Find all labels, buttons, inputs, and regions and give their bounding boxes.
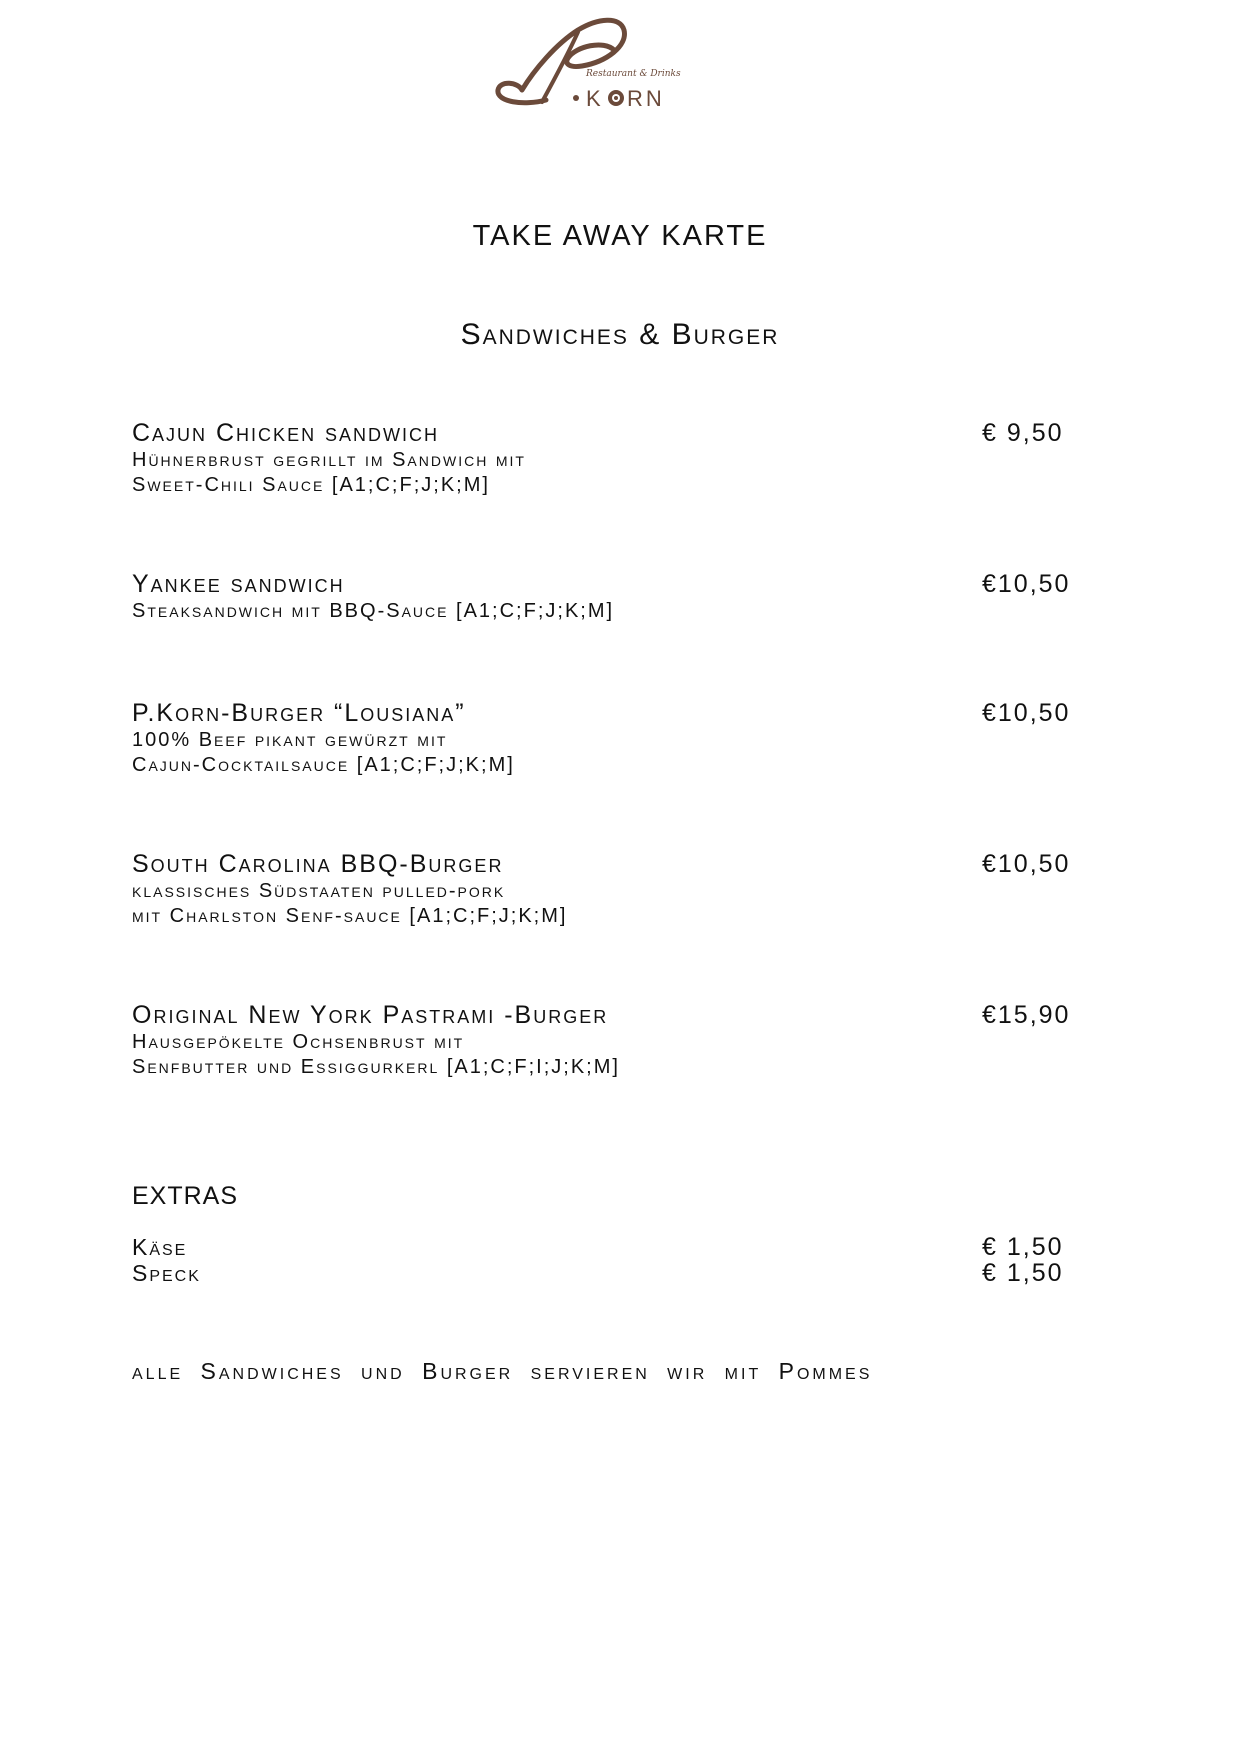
extra-item-price: € 1,50 <box>982 1233 1064 1261</box>
menu-item-price: € 9,50 <box>982 419 1064 447</box>
extra-item-price: € 1,50 <box>982 1259 1064 1287</box>
menu-item-desc: mit Charlston Senf-sauce [A1;C;F;J;K;M] <box>132 905 568 927</box>
menu-item <box>132 849 1087 929</box>
menu-item-name: Yankee sandwich <box>132 570 345 598</box>
logo-tagline: Restaurant & Drinks <box>586 69 681 79</box>
menu-item-desc: Cajun-Cocktailsauce [A1;C;F;J;K;M] <box>132 754 515 776</box>
menu-item-price: €10,50 <box>982 570 1071 598</box>
menu-item-desc: Hühnerbrust gegrillt im Sandwich mit <box>132 449 526 471</box>
menu-item-desc: Senfbutter und Essiggurkerl [A1;C;F;I;J;K;M] <box>132 1056 620 1078</box>
extras-heading: EXTRAS <box>132 1182 239 1210</box>
svg-text:K: K <box>586 86 604 111</box>
page-title: TAKE AWAY KARTE <box>472 220 768 252</box>
menu-item-desc: Hausgepökelte Ochsenbrust mit <box>132 1031 465 1053</box>
extra-item-name: Speck <box>132 1260 201 1286</box>
menu-item-name: South Carolina BBQ-Burger <box>132 850 504 878</box>
menu-item-name: Cajun Chicken sandwich <box>132 419 440 447</box>
menu-item <box>132 698 1087 778</box>
menu-item-price: €10,50 <box>982 850 1071 878</box>
menu-item-name: Original New York Pastrami -Burger <box>132 1001 609 1029</box>
extra-item <box>132 1234 1092 1260</box>
menu-item-price: €10,50 <box>982 699 1071 727</box>
menu-item-price: €15,90 <box>982 1001 1071 1029</box>
menu-item-name: P.Korn-Burger “Lousiana” <box>132 699 466 727</box>
menu-item-desc: 100% Beef pikant gewürzt mit <box>132 729 448 751</box>
menu-item <box>132 569 1087 624</box>
extra-item-name: Käse <box>132 1234 188 1260</box>
menu-item <box>132 1000 1087 1080</box>
extra-item <box>132 1260 1092 1286</box>
menu-item-desc: Steaksandwich mit BBQ-Sauce [A1;C;F;J;K;M] <box>132 600 615 622</box>
section-title: Sandwiches & Burger <box>460 318 780 351</box>
menu-item <box>132 418 1087 498</box>
logo-monogram-icon <box>494 10 694 116</box>
menu-item-desc: Sweet-Chili Sauce [A1;C;F;J;K;M] <box>132 474 490 496</box>
footer-note: alle Sandwiches und Burger servieren wir mit Pommes <box>132 1358 873 1384</box>
restaurant-logo <box>494 10 694 116</box>
svg-text:RN: RN <box>627 86 665 111</box>
menu-item-desc: klassisches Südstaaten pulled-pork <box>132 880 506 902</box>
